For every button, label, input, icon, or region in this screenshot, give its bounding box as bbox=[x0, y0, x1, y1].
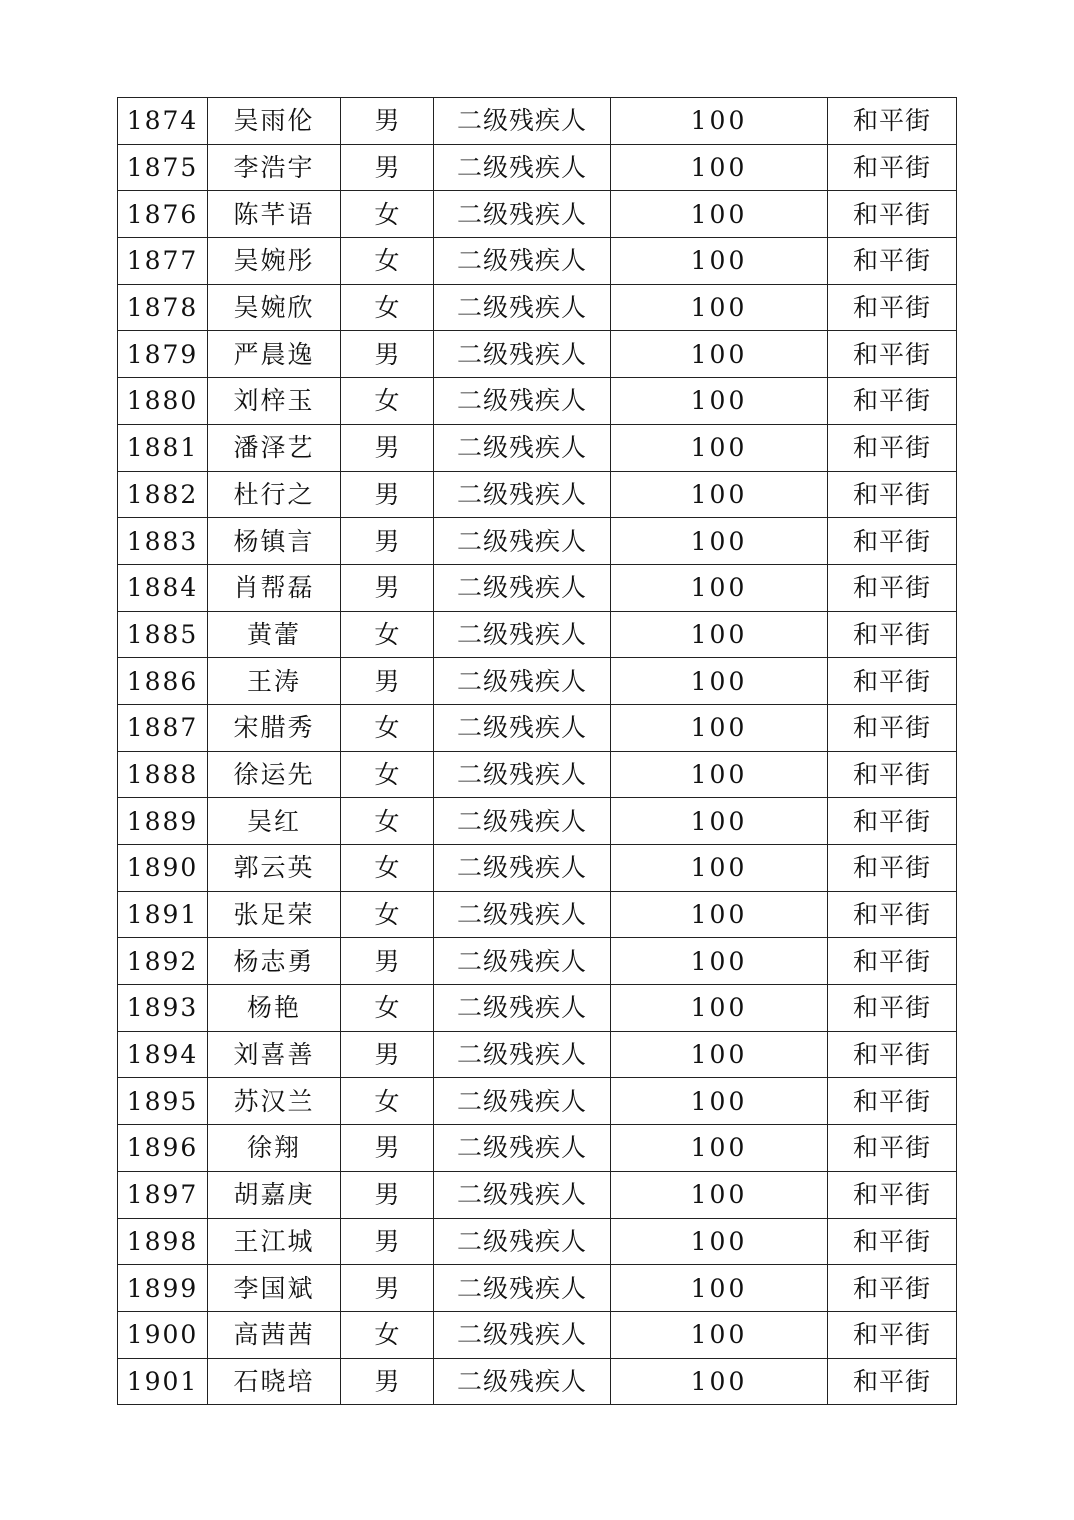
row-number-cell: 1886 bbox=[118, 658, 208, 705]
amount-cell: 100 bbox=[611, 1218, 828, 1265]
name-cell: 徐翔 bbox=[208, 1125, 341, 1172]
row-number-cell: 1893 bbox=[118, 985, 208, 1032]
table-row bbox=[118, 938, 957, 985]
table-row bbox=[118, 144, 957, 191]
amount-cell: 100 bbox=[611, 518, 828, 565]
row-number-cell: 1878 bbox=[118, 284, 208, 331]
amount-cell: 100 bbox=[611, 378, 828, 425]
row-number-cell: 1891 bbox=[118, 891, 208, 938]
street-cell: 和平街 bbox=[828, 845, 957, 892]
table-row bbox=[118, 1171, 957, 1218]
table-row bbox=[118, 751, 957, 798]
category-cell: 二级残疾人 bbox=[434, 985, 611, 1032]
amount-cell: 100 bbox=[611, 1311, 828, 1358]
name-cell: 杨艳 bbox=[208, 985, 341, 1032]
name-cell: 严晨逸 bbox=[208, 331, 341, 378]
category-cell: 二级残疾人 bbox=[434, 891, 611, 938]
gender-cell: 女 bbox=[341, 284, 434, 331]
street-cell: 和平街 bbox=[828, 98, 957, 145]
street-cell: 和平街 bbox=[828, 378, 957, 425]
category-cell: 二级残疾人 bbox=[434, 191, 611, 238]
amount-cell: 100 bbox=[611, 704, 828, 751]
roster-table-body bbox=[118, 98, 957, 1405]
gender-cell: 男 bbox=[341, 658, 434, 705]
row-number-cell: 1896 bbox=[118, 1125, 208, 1172]
category-cell: 二级残疾人 bbox=[434, 1265, 611, 1312]
name-cell: 胡嘉庚 bbox=[208, 1171, 341, 1218]
category-cell: 二级残疾人 bbox=[434, 564, 611, 611]
name-cell: 张足荣 bbox=[208, 891, 341, 938]
gender-cell: 男 bbox=[341, 471, 434, 518]
table-row bbox=[118, 798, 957, 845]
table-row bbox=[118, 1265, 957, 1312]
gender-cell: 男 bbox=[341, 1125, 434, 1172]
gender-cell: 女 bbox=[341, 704, 434, 751]
amount-cell: 100 bbox=[611, 1031, 828, 1078]
table-row bbox=[118, 1125, 957, 1172]
amount-cell: 100 bbox=[611, 845, 828, 892]
name-cell: 陈芊语 bbox=[208, 191, 341, 238]
table-row bbox=[118, 191, 957, 238]
name-cell: 李国斌 bbox=[208, 1265, 341, 1312]
table-row bbox=[118, 1311, 957, 1358]
amount-cell: 100 bbox=[611, 98, 828, 145]
name-cell: 吴雨伦 bbox=[208, 98, 341, 145]
name-cell: 高茜茜 bbox=[208, 1311, 341, 1358]
name-cell: 刘喜善 bbox=[208, 1031, 341, 1078]
name-cell: 肖帮磊 bbox=[208, 564, 341, 611]
street-cell: 和平街 bbox=[828, 518, 957, 565]
table-row bbox=[118, 611, 957, 658]
row-number-cell: 1901 bbox=[118, 1358, 208, 1405]
street-cell: 和平街 bbox=[828, 284, 957, 331]
name-cell: 吴婉彤 bbox=[208, 238, 341, 285]
gender-cell: 女 bbox=[341, 985, 434, 1032]
name-cell: 吴婉欣 bbox=[208, 284, 341, 331]
table-row bbox=[118, 238, 957, 285]
name-cell: 潘泽艺 bbox=[208, 424, 341, 471]
street-cell: 和平街 bbox=[828, 1265, 957, 1312]
gender-cell: 男 bbox=[341, 564, 434, 611]
row-number-cell: 1875 bbox=[118, 144, 208, 191]
row-number-cell: 1874 bbox=[118, 98, 208, 145]
street-cell: 和平街 bbox=[828, 424, 957, 471]
category-cell: 二级残疾人 bbox=[434, 845, 611, 892]
row-number-cell: 1898 bbox=[118, 1218, 208, 1265]
name-cell: 李浩宇 bbox=[208, 144, 341, 191]
gender-cell: 女 bbox=[341, 845, 434, 892]
category-cell: 二级残疾人 bbox=[434, 1078, 611, 1125]
table-row bbox=[118, 1078, 957, 1125]
category-cell: 二级残疾人 bbox=[434, 938, 611, 985]
category-cell: 二级残疾人 bbox=[434, 704, 611, 751]
street-cell: 和平街 bbox=[828, 1125, 957, 1172]
gender-cell: 男 bbox=[341, 424, 434, 471]
street-cell: 和平街 bbox=[828, 191, 957, 238]
name-cell: 吴红 bbox=[208, 798, 341, 845]
street-cell: 和平街 bbox=[828, 238, 957, 285]
street-cell: 和平街 bbox=[828, 1218, 957, 1265]
amount-cell: 100 bbox=[611, 751, 828, 798]
amount-cell: 100 bbox=[611, 238, 828, 285]
gender-cell: 男 bbox=[341, 1218, 434, 1265]
street-cell: 和平街 bbox=[828, 798, 957, 845]
category-cell: 二级残疾人 bbox=[434, 658, 611, 705]
street-cell: 和平街 bbox=[828, 1031, 957, 1078]
gender-cell: 男 bbox=[341, 144, 434, 191]
gender-cell: 女 bbox=[341, 191, 434, 238]
name-cell: 王江城 bbox=[208, 1218, 341, 1265]
name-cell: 宋腊秀 bbox=[208, 704, 341, 751]
amount-cell: 100 bbox=[611, 144, 828, 191]
amount-cell: 100 bbox=[611, 191, 828, 238]
category-cell: 二级残疾人 bbox=[434, 144, 611, 191]
gender-cell: 男 bbox=[341, 331, 434, 378]
amount-cell: 100 bbox=[611, 1078, 828, 1125]
category-cell: 二级残疾人 bbox=[434, 1358, 611, 1405]
amount-cell: 100 bbox=[611, 331, 828, 378]
amount-cell: 100 bbox=[611, 1265, 828, 1312]
category-cell: 二级残疾人 bbox=[434, 378, 611, 425]
name-cell: 王涛 bbox=[208, 658, 341, 705]
amount-cell: 100 bbox=[611, 891, 828, 938]
row-number-cell: 1899 bbox=[118, 1265, 208, 1312]
street-cell: 和平街 bbox=[828, 331, 957, 378]
amount-cell: 100 bbox=[611, 658, 828, 705]
street-cell: 和平街 bbox=[828, 704, 957, 751]
category-cell: 二级残疾人 bbox=[434, 1218, 611, 1265]
table-row bbox=[118, 891, 957, 938]
amount-cell: 100 bbox=[611, 1125, 828, 1172]
gender-cell: 女 bbox=[341, 891, 434, 938]
name-cell: 黄蕾 bbox=[208, 611, 341, 658]
category-cell: 二级残疾人 bbox=[434, 284, 611, 331]
row-number-cell: 1894 bbox=[118, 1031, 208, 1078]
row-number-cell: 1892 bbox=[118, 938, 208, 985]
row-number-cell: 1889 bbox=[118, 798, 208, 845]
street-cell: 和平街 bbox=[828, 1171, 957, 1218]
street-cell: 和平街 bbox=[828, 751, 957, 798]
gender-cell: 男 bbox=[341, 1358, 434, 1405]
category-cell: 二级残疾人 bbox=[434, 424, 611, 471]
table-row bbox=[118, 378, 957, 425]
table-row bbox=[118, 845, 957, 892]
row-number-cell: 1895 bbox=[118, 1078, 208, 1125]
roster-table bbox=[117, 97, 957, 1405]
row-number-cell: 1890 bbox=[118, 845, 208, 892]
table-row bbox=[118, 284, 957, 331]
category-cell: 二级残疾人 bbox=[434, 798, 611, 845]
row-number-cell: 1879 bbox=[118, 331, 208, 378]
name-cell: 徐运先 bbox=[208, 751, 341, 798]
row-number-cell: 1881 bbox=[118, 424, 208, 471]
category-cell: 二级残疾人 bbox=[434, 1125, 611, 1172]
category-cell: 二级残疾人 bbox=[434, 1171, 611, 1218]
gender-cell: 男 bbox=[341, 1031, 434, 1078]
table-row bbox=[118, 1218, 957, 1265]
name-cell: 杨志勇 bbox=[208, 938, 341, 985]
amount-cell: 100 bbox=[611, 564, 828, 611]
gender-cell: 女 bbox=[341, 611, 434, 658]
table-row bbox=[118, 98, 957, 145]
name-cell: 郭云英 bbox=[208, 845, 341, 892]
name-cell: 刘梓玉 bbox=[208, 378, 341, 425]
gender-cell: 女 bbox=[341, 798, 434, 845]
street-cell: 和平街 bbox=[828, 144, 957, 191]
street-cell: 和平街 bbox=[828, 1311, 957, 1358]
amount-cell: 100 bbox=[611, 798, 828, 845]
table-row bbox=[118, 658, 957, 705]
row-number-cell: 1885 bbox=[118, 611, 208, 658]
row-number-cell: 1900 bbox=[118, 1311, 208, 1358]
name-cell: 苏汉兰 bbox=[208, 1078, 341, 1125]
street-cell: 和平街 bbox=[828, 1078, 957, 1125]
amount-cell: 100 bbox=[611, 611, 828, 658]
street-cell: 和平街 bbox=[828, 658, 957, 705]
table-row bbox=[118, 331, 957, 378]
amount-cell: 100 bbox=[611, 985, 828, 1032]
amount-cell: 100 bbox=[611, 424, 828, 471]
amount-cell: 100 bbox=[611, 284, 828, 331]
row-number-cell: 1877 bbox=[118, 238, 208, 285]
street-cell: 和平街 bbox=[828, 611, 957, 658]
table-row bbox=[118, 424, 957, 471]
street-cell: 和平街 bbox=[828, 891, 957, 938]
category-cell: 二级残疾人 bbox=[434, 518, 611, 565]
category-cell: 二级残疾人 bbox=[434, 331, 611, 378]
table-row bbox=[118, 1031, 957, 1078]
table-row bbox=[118, 985, 957, 1032]
row-number-cell: 1880 bbox=[118, 378, 208, 425]
category-cell: 二级残疾人 bbox=[434, 471, 611, 518]
table-row bbox=[118, 1358, 957, 1405]
category-cell: 二级残疾人 bbox=[434, 98, 611, 145]
amount-cell: 100 bbox=[611, 1171, 828, 1218]
table-row bbox=[118, 564, 957, 611]
category-cell: 二级残疾人 bbox=[434, 238, 611, 285]
name-cell: 石晓培 bbox=[208, 1358, 341, 1405]
row-number-cell: 1887 bbox=[118, 704, 208, 751]
gender-cell: 女 bbox=[341, 238, 434, 285]
street-cell: 和平街 bbox=[828, 471, 957, 518]
row-number-cell: 1884 bbox=[118, 564, 208, 611]
row-number-cell: 1888 bbox=[118, 751, 208, 798]
name-cell: 杨镇言 bbox=[208, 518, 341, 565]
table-row bbox=[118, 471, 957, 518]
category-cell: 二级残疾人 bbox=[434, 751, 611, 798]
row-number-cell: 1876 bbox=[118, 191, 208, 238]
row-number-cell: 1883 bbox=[118, 518, 208, 565]
row-number-cell: 1897 bbox=[118, 1171, 208, 1218]
street-cell: 和平街 bbox=[828, 985, 957, 1032]
category-cell: 二级残疾人 bbox=[434, 611, 611, 658]
gender-cell: 男 bbox=[341, 98, 434, 145]
amount-cell: 100 bbox=[611, 938, 828, 985]
table-row bbox=[118, 704, 957, 751]
category-cell: 二级残疾人 bbox=[434, 1031, 611, 1078]
gender-cell: 男 bbox=[341, 1171, 434, 1218]
gender-cell: 女 bbox=[341, 751, 434, 798]
gender-cell: 男 bbox=[341, 518, 434, 565]
gender-cell: 女 bbox=[341, 378, 434, 425]
name-cell: 杜行之 bbox=[208, 471, 341, 518]
street-cell: 和平街 bbox=[828, 938, 957, 985]
street-cell: 和平街 bbox=[828, 564, 957, 611]
amount-cell: 100 bbox=[611, 471, 828, 518]
table-row bbox=[118, 518, 957, 565]
gender-cell: 女 bbox=[341, 1078, 434, 1125]
amount-cell: 100 bbox=[611, 1358, 828, 1405]
street-cell: 和平街 bbox=[828, 1358, 957, 1405]
category-cell: 二级残疾人 bbox=[434, 1311, 611, 1358]
gender-cell: 男 bbox=[341, 1265, 434, 1312]
row-number-cell: 1882 bbox=[118, 471, 208, 518]
gender-cell: 男 bbox=[341, 938, 434, 985]
gender-cell: 女 bbox=[341, 1311, 434, 1358]
